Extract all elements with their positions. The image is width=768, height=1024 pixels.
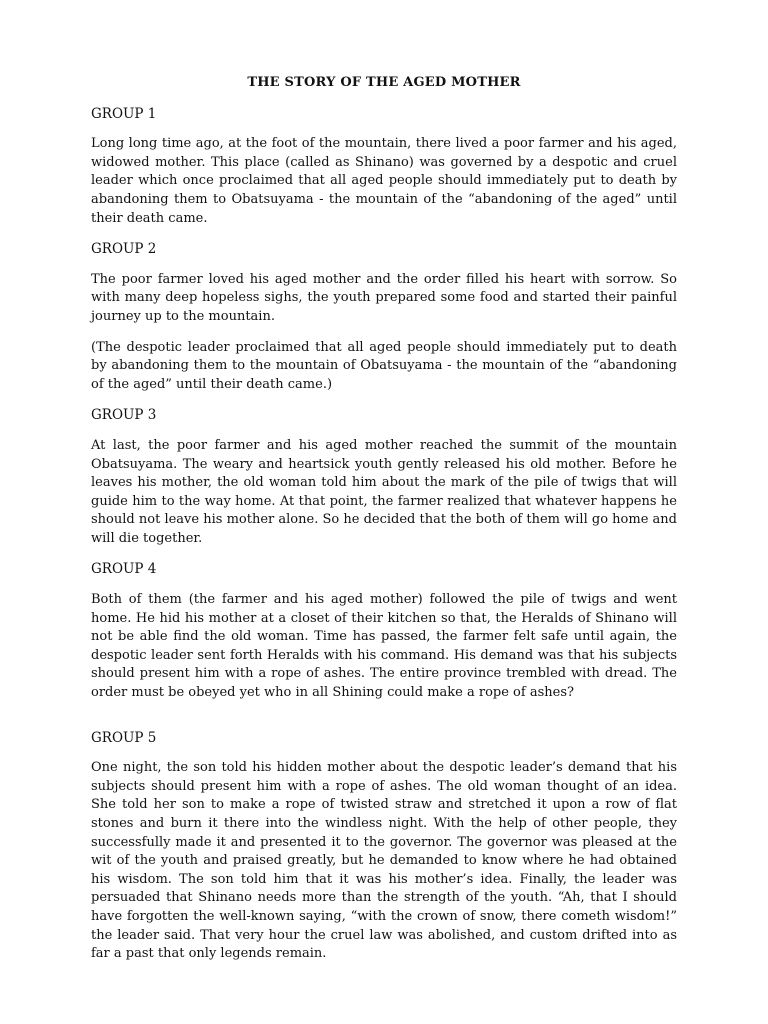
document-title: THE STORY OF THE AGED MOTHER <box>247 75 521 90</box>
group-section-5 <box>91 729 677 964</box>
group-section-2 <box>91 240 677 394</box>
group-2-paragraph-1: The poor farmer loved his aged mother and the order filled his heart with sorrow. So with many deep hopeless sighs, the youth prepared some food and started their painful journey up to the mountain. <box>91 271 677 324</box>
group-heading-2: GROUP 2 <box>91 241 157 258</box>
group-section-4 <box>91 560 677 702</box>
group-4-paragraph-1: Both of them (the farmer and his aged mother) followed the pile of twigs and went home. He hid his mother at a closet of their kitchen so that, the Heralds of Shinano will not be able find the old woman. Time has passed, the farmer felt safe until again, the despotic leader sent forth Heralds with his command. His demand was that his subjects should present him with a rope of ashes. The entire province trembled with dread. The order must be obeyed yet who in all Shining could make a rope of ashes? <box>91 592 677 701</box>
group-section-3 <box>91 406 677 548</box>
group-2-paragraph-2: (The despotic leader proclaimed that all aged people should immediately put to death by abandoning them to the mountain of Obatsuyama - the mountain of the “abandoning of the aged” until their death came.) <box>91 339 677 392</box>
group-1-paragraph-1: Long long time ago, at the foot of the mountain, there lived a poor farmer and his aged, widowed mother. This place (called as Shinano) was governed by a despotic and cruel leader which once proclaimed that all aged people should immediately put to death by abandoning them to Obatsuyama - the mountain of the “abandoning of the aged” until their death came. <box>91 136 677 226</box>
group-heading-5: GROUP 5 <box>91 729 157 746</box>
section-spacer <box>91 715 677 729</box>
group-section-1 <box>91 105 677 229</box>
group-3-paragraph-1: At last, the poor farmer and his aged mother reached the summit of the mountain Obatsuyama. The weary and heartsick youth gently released his old mother. Before he leaves his mother, the old woman told him about the mark of the pile of twigs that will guide him to the way home. At that point, the farmer realized that whatever happens he should not leave his mother alone. So he decided that the both of them will go home and will die together. <box>91 437 677 546</box>
document-page <box>91 74 677 976</box>
group-heading-4: GROUP 4 <box>91 561 157 578</box>
group-heading-1: GROUP 1 <box>91 105 157 122</box>
group-5-paragraph-1: One night, the son told his hidden mother about the despotic leader’s demand that his subjects should present him with a rope of ashes. The old woman thought of an idea. She told her son to make a rope of twisted straw and stretched it upon a row of flat stones and burn it there into the windless night. With the help of other people, they successfully made it and presented it to the governor. The governor was pleased at the wit of the youth and praised greatly, but he demanded to know where he had obtained his wisdom. The son told him that it was his mother’s idea. Finally, the leader was persuaded that Shinano needs more than the strength of the youth. “Ah, that I should have forgotten the well-known saying, “with the crown of snow, there cometh wisdom!” the leader said. That very hour the cruel law was abolished, and custom drifted into as far a past that only legends remain. <box>91 760 677 962</box>
group-heading-3: GROUP 3 <box>91 407 157 424</box>
